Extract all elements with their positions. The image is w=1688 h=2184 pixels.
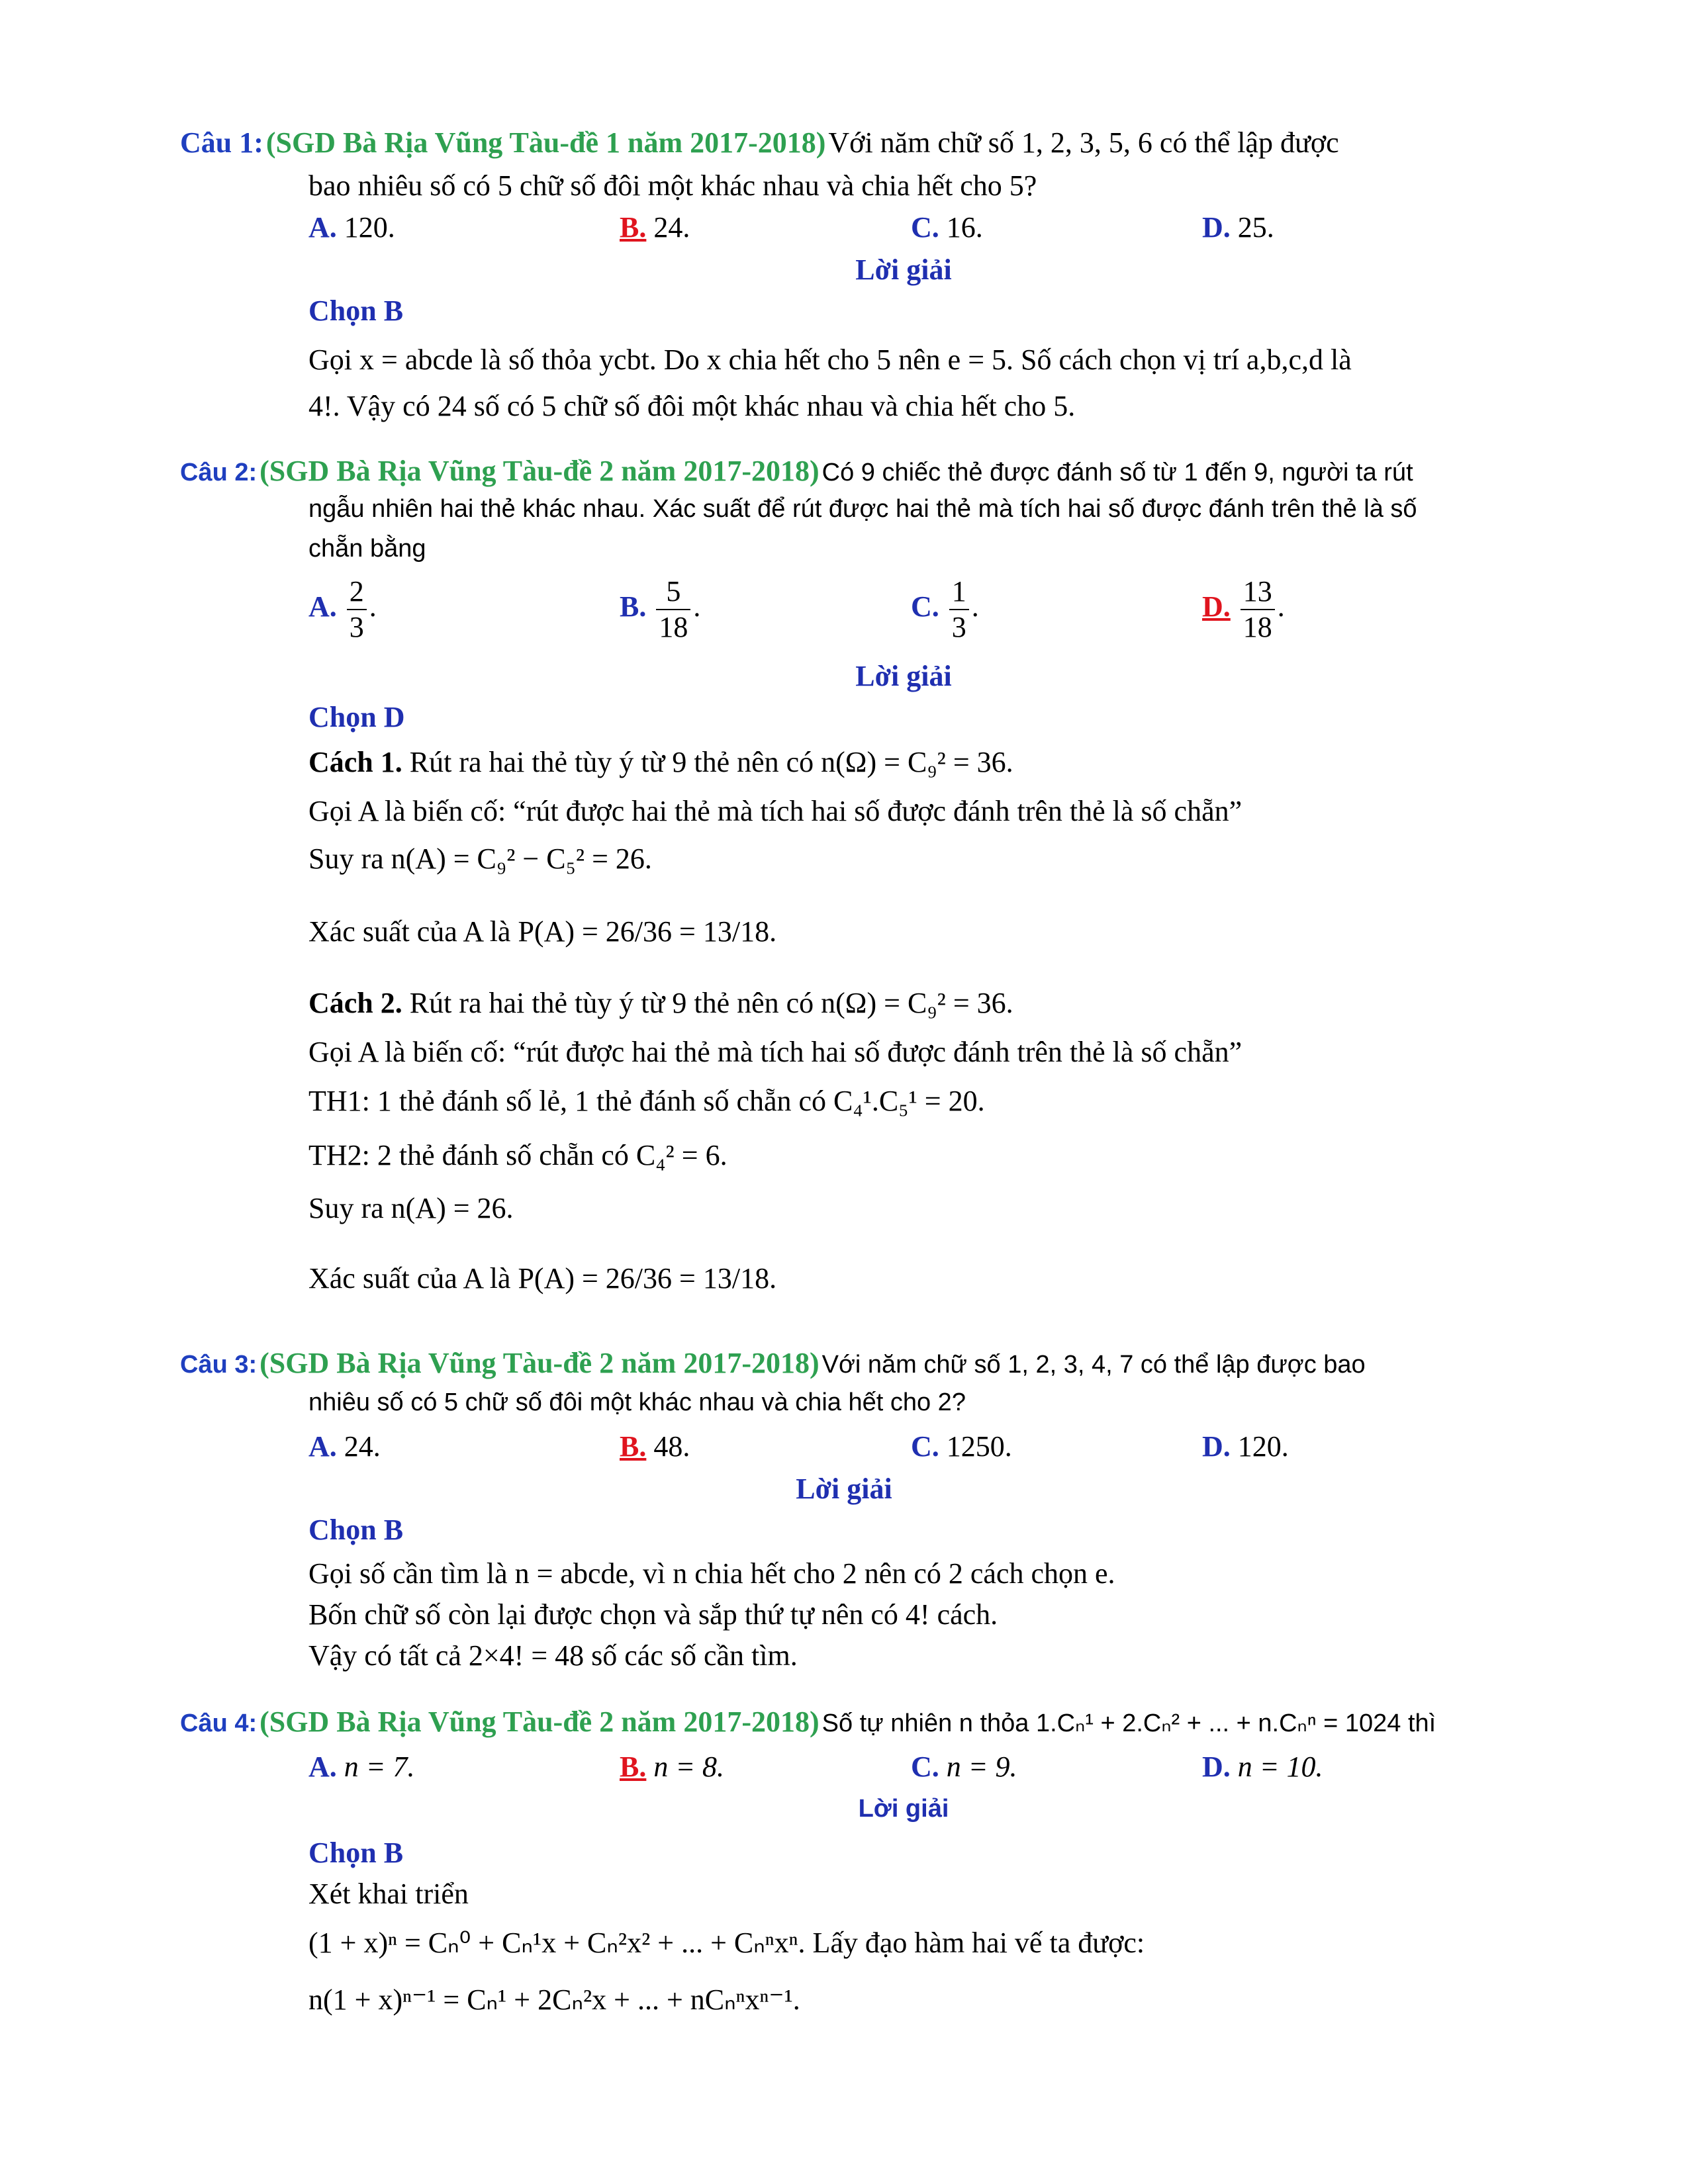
- q2-option-b-fraction: [656, 574, 690, 645]
- q3-text1: Với năm chữ số 1, 2, 3, 4, 7 có thể lập được bao: [821, 1351, 1366, 1379]
- q2-method2-line2: Gọi A là biến cố: “rút được hai thẻ mà tích hai số được đánh trên thẻ là số chẵn”: [308, 1036, 1243, 1068]
- q3-option-c-letter: C.: [911, 1430, 939, 1463]
- q1-choice: Chọn B: [308, 295, 404, 327]
- q1-option-a-value: 120.: [344, 211, 395, 244]
- q1-option-b-letter: B.: [620, 211, 647, 244]
- q2-method2-title: Cách 2.: [308, 987, 402, 1019]
- q4-option-b[interactable]: [620, 1750, 724, 1784]
- q3-title-line: [180, 1346, 1366, 1380]
- q2-option-d[interactable]: D. $\frac{13}{18}$ .: [1202, 575, 1285, 643]
- q2-option-c[interactable]: C. $\frac{1}{3}$ .: [911, 575, 979, 643]
- q3-option-a-value: 24.: [344, 1430, 381, 1463]
- q2-option-b-den: 18: [659, 611, 688, 643]
- q2-option-b[interactable]: B. $\frac{5}{18}$ .: [620, 575, 701, 643]
- q2-option-c-num: 1: [949, 574, 969, 610]
- q1-text1: Với năm chữ số 1, 2, 3, 5, 6 có thể lập được: [828, 126, 1339, 159]
- q2-text2: ngẫu nhiên hai thẻ khác nhau. Xác suất để rút được hai thẻ mà tích hai số được đánh trên thẻ là số: [308, 495, 1417, 523]
- q2-option-a-letter: A.: [308, 590, 337, 623]
- q4-option-b-value: n = 8.: [653, 1751, 725, 1783]
- q3-text2: nhiêu số có 5 chữ số đôi một khác nhau và chia hết cho 2?: [308, 1388, 966, 1416]
- q4-option-a[interactable]: [308, 1750, 414, 1784]
- q2-choice: Chọn D: [308, 701, 405, 733]
- q3-option-d-letter: D.: [1202, 1430, 1231, 1463]
- q2-method1-title: Cách 1.: [308, 746, 402, 778]
- q2-option-b-letter: B.: [620, 590, 647, 623]
- q3-solution-line3: Vậy có tất cả 2×4! = 48 số các số cần tìm.: [308, 1639, 798, 1672]
- q4-option-c-value: n = 9.: [946, 1751, 1017, 1783]
- q2-method2-line1-text: Rút ra hai thẻ tùy ý từ 9 thẻ nên có n(Ω) = C₉² = 36.: [409, 987, 1013, 1019]
- q2-option-c-den: 3: [951, 611, 966, 643]
- q2-option-d-num: 13: [1241, 574, 1275, 610]
- q2-method2-line1: [308, 986, 1013, 1020]
- q4-source: (SGD Bà Rịa Vũng Tàu-đề 2 năm 2017-2018): [259, 1706, 820, 1738]
- q4-solution-line2: (1 + x)ⁿ = Cₙ⁰ + Cₙ¹x + Cₙ²x² + ... + Cₙⁿxⁿ. Lấy đạo hàm hai vế ta được:: [308, 1927, 1145, 1959]
- q3-option-b[interactable]: [620, 1430, 690, 1463]
- q3-option-b-value: 48.: [653, 1430, 690, 1463]
- q4-option-d-value: n = 10.: [1237, 1751, 1323, 1783]
- q1-option-d[interactable]: [1202, 210, 1274, 244]
- q1-option-c-value: 16.: [946, 211, 983, 244]
- q2-option-d-fraction: [1241, 574, 1275, 645]
- q3-source: (SGD Bà Rịa Vũng Tàu-đề 2 năm 2017-2018): [259, 1347, 820, 1379]
- q2-method1-line2: Gọi A là biến cố: “rút được hai thẻ mà tích hai số được đánh trên thẻ là số chẵn”: [308, 795, 1243, 827]
- q1-title-line: [180, 126, 1339, 159]
- q1-solution-line1: Gọi x = abcde là số thỏa ycbt. Do x chia hết cho 5 nên e = 5. Số cách chọn vị trí a,b,c,d là: [308, 343, 1352, 376]
- q2-method2-line6: Xác suất của A là P(A) = 26/36 = 13/18.: [308, 1262, 777, 1295]
- q1-option-b[interactable]: [620, 210, 690, 244]
- q2-option-b-num: 5: [656, 574, 690, 610]
- q4-solution-line1: Xét khai triển: [308, 1878, 469, 1910]
- q2-option-a-den: 3: [349, 611, 364, 643]
- q2-text1: Có 9 chiếc thẻ được đánh số từ 1 đến 9, người ta rút: [821, 459, 1413, 486]
- q3-solution-line1: Gọi số cần tìm là n = abcde, vì n chia hết cho 2 nên có 2 cách chọn e.: [308, 1557, 1115, 1590]
- q4-answer-heading: Lời giải: [858, 1795, 949, 1823]
- q4-option-b-letter: B.: [620, 1751, 647, 1783]
- q2-method2-line4: TH2: 2 thẻ đánh số chẵn có C₄² = 6.: [308, 1139, 727, 1171]
- q2-method1-line3: Suy ra n(A) = C₉² − C₅² = 26.: [308, 842, 652, 875]
- q1-label: Câu 1:: [180, 126, 263, 159]
- q3-option-a-letter: A.: [308, 1430, 337, 1463]
- q2-option-a[interactable]: A. $\frac{2}{3}$ .: [308, 575, 377, 643]
- q2-text3: chẵn bằng: [308, 535, 426, 563]
- q1-option-d-value: 25.: [1237, 211, 1274, 244]
- q1-option-b-value: 24.: [653, 211, 690, 244]
- q2-title-line: [180, 454, 1413, 488]
- q3-option-a[interactable]: [308, 1430, 381, 1463]
- q1-option-a[interactable]: [308, 210, 395, 244]
- q2-option-a-num: 2: [347, 574, 367, 610]
- q1-source: (SGD Bà Rịa Vũng Tàu-đề 1 năm 2017-2018): [265, 126, 826, 159]
- q3-choice: Chọn B: [308, 1514, 404, 1546]
- q2-method2-line5: Suy ra n(A) = 26.: [308, 1192, 514, 1224]
- q1-solution-line2: 4!. Vậy có 24 số có 5 chữ số đôi một khác nhau và chia hết cho 5.: [308, 390, 1076, 422]
- q4-option-a-letter: A.: [308, 1751, 337, 1783]
- q4-title-line: [180, 1705, 1436, 1739]
- q3-solution-line2: Bốn chữ số còn lại được chọn và sắp thứ tự nên có 4! cách.: [308, 1598, 998, 1631]
- q2-answer-heading: Lời giải: [855, 660, 952, 692]
- q3-option-b-letter: B.: [620, 1430, 647, 1463]
- q3-option-d[interactable]: [1202, 1430, 1289, 1463]
- q2-option-a-fraction: [347, 574, 367, 645]
- q4-option-a-value: n = 7.: [344, 1751, 415, 1783]
- q2-source: (SGD Bà Rịa Vũng Tàu-đề 2 năm 2017-2018): [259, 455, 820, 487]
- q2-method2-line3: TH1: 1 thẻ đánh số lẻ, 1 thẻ đánh số chẵn có C₄¹.C₅¹ = 20.: [308, 1085, 985, 1117]
- q4-text1: Số tự nhiên n thỏa 1.Cₙ¹ + 2.Cₙ² + ... + n.Cₙⁿ = 1024 thì: [821, 1709, 1436, 1737]
- q4-option-d-letter: D.: [1202, 1751, 1231, 1783]
- q3-option-c[interactable]: [911, 1430, 1012, 1463]
- q4-option-d[interactable]: [1202, 1750, 1323, 1784]
- q1-text2: bao nhiêu số có 5 chữ số đôi một khác nhau và chia hết cho 5?: [308, 169, 1037, 202]
- q1-answer-heading: Lời giải: [855, 253, 952, 286]
- q2-option-c-fraction: [949, 574, 969, 645]
- q4-option-c-letter: C.: [911, 1751, 939, 1783]
- q2-method1-line1: [308, 745, 1013, 779]
- q2-label: Câu 2:: [180, 459, 258, 486]
- q4-label: Câu 4:: [180, 1709, 258, 1737]
- q2-option-d-letter: D.: [1202, 590, 1231, 623]
- q4-solution-line3: n(1 + x)ⁿ⁻¹ = Cₙ¹ + 2Cₙ²x + ... + nCₙⁿxⁿ⁻¹.: [308, 1983, 800, 2016]
- q4-option-c[interactable]: [911, 1750, 1017, 1784]
- q1-option-c-letter: C.: [911, 211, 939, 244]
- q3-option-d-value: 120.: [1237, 1430, 1289, 1463]
- q1-option-c[interactable]: [911, 210, 983, 244]
- q4-choice: Chọn B: [308, 1837, 404, 1869]
- q3-label: Câu 3:: [180, 1351, 258, 1379]
- q3-answer-heading: Lời giải: [796, 1473, 892, 1505]
- q1-option-a-letter: A.: [308, 211, 337, 244]
- q2-option-c-letter: C.: [911, 590, 939, 623]
- q3-option-c-value: 1250.: [946, 1430, 1012, 1463]
- q2-method1-line4: Xác suất của A là P(A) = 26/36 = 13/18.: [308, 915, 777, 948]
- q2-option-d-den: 18: [1243, 611, 1272, 643]
- q2-method1-line1-text: Rút ra hai thẻ tùy ý từ 9 thẻ nên có n(Ω) = C₉² = 36.: [409, 746, 1013, 778]
- q1-option-d-letter: D.: [1202, 211, 1231, 244]
